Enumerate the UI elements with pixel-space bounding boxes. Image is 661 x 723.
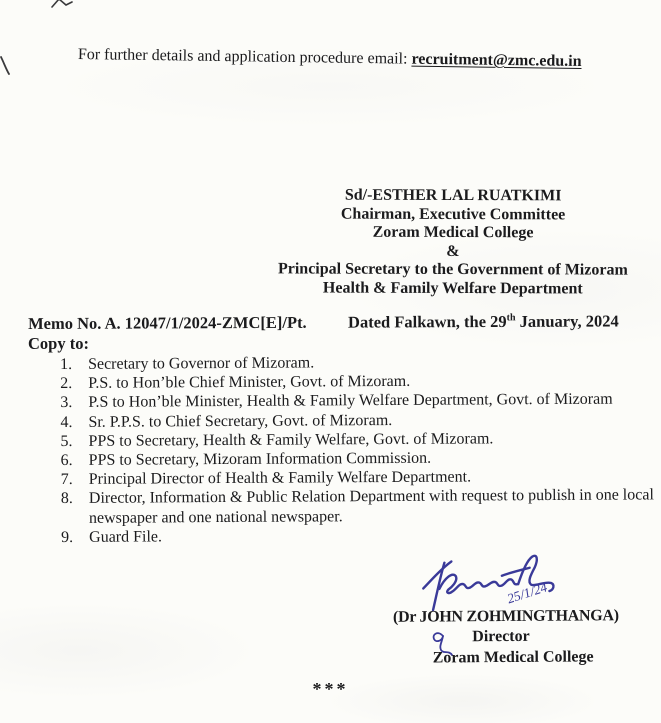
scan-artifact-icon <box>50 0 76 10</box>
end-mark: *** <box>312 679 349 699</box>
signature-block-bottom <box>356 606 656 669</box>
contact-line <box>78 46 582 71</box>
list-item-text: Secretary to Governor of Mizoram. <box>88 354 315 373</box>
list-item-number: 1. <box>60 355 73 373</box>
signatory-title-line: Chairman, Executive Committee <box>340 205 566 223</box>
signatory-name-line: Sd/-ESTHER LAL RUATKIMI <box>344 186 562 205</box>
signatory-secondary-title-line: Principal Secretary to the Government of Mizoram <box>277 260 628 279</box>
memo-number: Memo No. A. 12047/1/2024-ZMC[E]/Pt. <box>28 312 307 333</box>
list-item-text: Director, Information & Public Relation Department with request to publish in one local newspaper and one national newspaper. <box>88 486 654 527</box>
list-item-number: 4. <box>60 413 73 431</box>
signatory-department-line: Health & Family Welfare Department <box>322 279 583 298</box>
handwritten-signature <box>413 542 575 616</box>
signatory-name: (Dr JOHN ZOHMINGTHANGA) <box>392 607 619 626</box>
signatory-org-line: Zoram Medical College <box>372 223 534 242</box>
signatory-title: Director <box>472 628 530 646</box>
ampersand-line: & <box>446 242 460 260</box>
scan-artifact-icon <box>0 54 12 78</box>
signatory-organization: Zoram Medical College <box>432 648 594 667</box>
memo-date <box>348 311 619 332</box>
list-item <box>61 486 658 528</box>
list-item-number: 3. <box>60 394 73 412</box>
list-item-text: PPS to Secretary, Health & Family Welfare, Govt. of Mizoram. <box>88 430 494 450</box>
list-item-number: 2. <box>60 375 73 393</box>
list-item-number: 8. <box>60 490 73 508</box>
memo-date-text: Dated Falkawn, the 29 <box>347 311 507 332</box>
list-item-number: 5. <box>60 432 73 450</box>
handwritten-date: 25/1/24 <box>505 579 550 607</box>
list-item-text: Guard File. <box>89 528 163 546</box>
memo-date-year: January, 2024 <box>515 311 619 331</box>
contact-line-text: For further details and application procedure email: <box>77 46 412 68</box>
email-address: recruitment@zmc.edu.in <box>411 50 582 71</box>
list-item-text: Principal Director of Health & Family Welfare Department. <box>88 468 472 489</box>
list-item-number: 6. <box>60 451 73 470</box>
memo-line <box>28 311 653 334</box>
copy-to-label: Copy to: <box>28 334 89 353</box>
list-item-text: Sr. P.P.S. to Chief Secretary, Govt. of Mizoram. <box>88 411 393 431</box>
list-item-text: P.S to Hon’ble Minister, Health & Family Welfare Department, Govt. of Mizoram <box>88 391 613 412</box>
copy-list <box>60 351 658 547</box>
list-item-number: 9. <box>61 528 74 546</box>
ordinal-suffix: th <box>506 312 516 324</box>
list-item-text: PPS to Secretary, Mizoram Information Commission. <box>88 449 432 469</box>
signatory-block-top <box>243 186 661 299</box>
list-item-number: 7. <box>60 471 73 489</box>
list-item-text: P.S. to Hon’ble Chief Minister, Govt. of Mizoram. <box>88 373 411 393</box>
